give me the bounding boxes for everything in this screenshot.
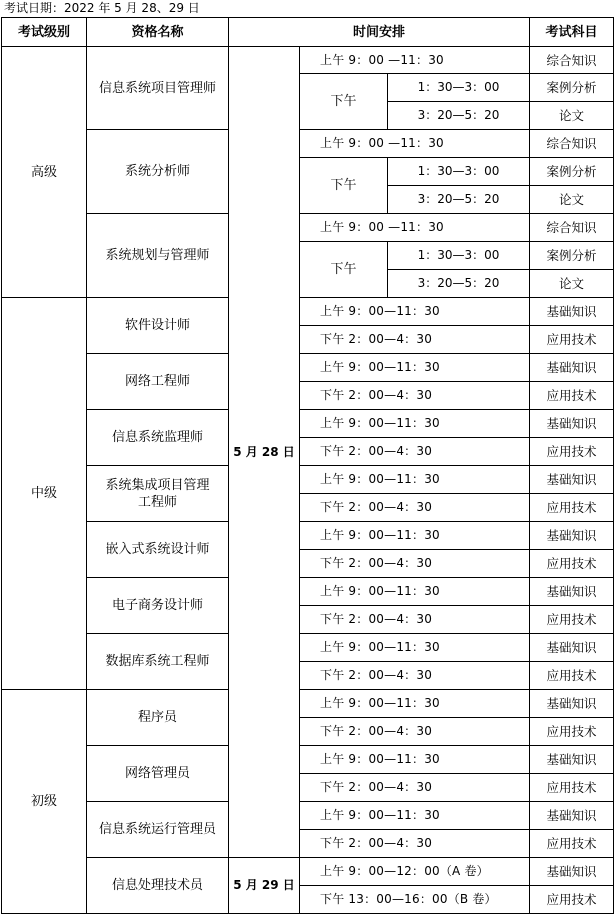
exam-subject: 应用技术 <box>530 438 614 466</box>
table-row <box>2 354 614 382</box>
exam-time: 上午 9：00—12：00（A 卷） <box>300 858 530 886</box>
header-level: 考试级别 <box>2 18 87 47</box>
table-row <box>2 298 614 326</box>
table-row <box>2 522 614 550</box>
exam-subject: 应用技术 <box>530 662 614 690</box>
exam-subject: 基础知识 <box>530 746 614 774</box>
exam-subject: 综合知识 <box>530 214 614 242</box>
table-row <box>2 746 614 774</box>
exam-time: 1：30—3：00 <box>388 158 530 186</box>
table-row <box>2 130 614 158</box>
exam-time: 上午 9：00—11：30 <box>300 578 530 606</box>
exam-name: 信息处理技术员 <box>87 858 229 914</box>
exam-subject: 应用技术 <box>530 830 614 858</box>
exam-time: 下午 2：00—4：30 <box>300 606 530 634</box>
exam-name: 系统规划与管理师 <box>87 214 229 298</box>
exam-date-caption: 考试日期：2022 年 5 月 28、29 日 <box>4 1 200 15</box>
table-row <box>2 634 614 662</box>
table-row <box>2 802 614 830</box>
exam-name: 软件设计师 <box>87 298 229 354</box>
exam-time: 下午 2：00—4：30 <box>300 382 530 410</box>
exam-schedule-table <box>1 17 614 914</box>
exam-name-line2: 工程师 <box>137 494 177 510</box>
exam-name <box>87 466 229 522</box>
exam-time: 1：30—3：00 <box>388 74 530 102</box>
exam-time: 上午 9：00—11：30 <box>300 410 530 438</box>
exam-time: 下午 2：00—4：30 <box>300 494 530 522</box>
exam-subject: 案例分析 <box>530 74 614 102</box>
exam-subject: 应用技术 <box>530 326 614 354</box>
exam-subject: 基础知识 <box>530 354 614 382</box>
exam-time: 上午 9：00—11：30 <box>300 466 530 494</box>
exam-subject: 综合知识 <box>530 47 614 74</box>
exam-name: 电子商务设计师 <box>87 578 229 634</box>
exam-name: 数据库系统工程师 <box>87 634 229 690</box>
exam-time: 1：30—3：00 <box>388 242 530 270</box>
exam-time: 3：20—5：20 <box>388 102 530 130</box>
exam-name: 信息系统运行管理员 <box>87 802 229 858</box>
header-time: 时间安排 <box>229 18 530 47</box>
exam-subject: 基础知识 <box>530 634 614 662</box>
exam-name: 系统分析师 <box>87 130 229 214</box>
exam-time: 上午 9：00 —11：30 <box>300 130 530 158</box>
table-row <box>2 858 614 886</box>
exam-time: 上午 9：00—11：30 <box>300 690 530 718</box>
exam-subject: 基础知识 <box>530 522 614 550</box>
exam-subject: 应用技术 <box>530 550 614 578</box>
exam-time: 下午 2：00—4：30 <box>300 774 530 802</box>
exam-subject: 案例分析 <box>530 158 614 186</box>
exam-subject: 应用技术 <box>530 606 614 634</box>
exam-subject: 应用技术 <box>530 886 614 914</box>
exam-time: 3：20—5：20 <box>388 186 530 214</box>
exam-subject: 基础知识 <box>530 466 614 494</box>
exam-subject: 论文 <box>530 186 614 214</box>
exam-name: 信息系统项目管理师 <box>87 47 229 130</box>
exam-subject: 基础知识 <box>530 410 614 438</box>
table-row <box>2 214 614 242</box>
table-row <box>2 690 614 718</box>
exam-time: 下午 13：00—16：00（B 卷） <box>300 886 530 914</box>
level-mid: 中级 <box>2 298 87 690</box>
exam-subject: 应用技术 <box>530 718 614 746</box>
pm-label: 下午 <box>300 242 388 298</box>
pm-label: 下午 <box>300 74 388 130</box>
table-row <box>2 47 614 74</box>
exam-time: 下午 2：00—4：30 <box>300 438 530 466</box>
exam-subject: 应用技术 <box>530 494 614 522</box>
exam-subject: 基础知识 <box>530 298 614 326</box>
header-row <box>2 18 614 47</box>
exam-time: 下午 2：00—4：30 <box>300 718 530 746</box>
exam-subject: 应用技术 <box>530 382 614 410</box>
exam-time: 上午 9：00 —11：30 <box>300 214 530 242</box>
exam-time: 下午 2：00—4：30 <box>300 662 530 690</box>
header-subject: 考试科目 <box>530 18 614 47</box>
table-row <box>2 578 614 606</box>
exam-subject: 应用技术 <box>530 774 614 802</box>
date-may-28: 5 月 28 日 <box>229 47 300 858</box>
pm-label: 下午 <box>300 158 388 214</box>
table-row <box>2 466 614 494</box>
exam-name: 网络管理员 <box>87 746 229 802</box>
exam-name: 信息系统监理师 <box>87 410 229 466</box>
exam-subject: 案例分析 <box>530 242 614 270</box>
header-name: 资格名称 <box>87 18 229 47</box>
exam-time: 上午 9：00—11：30 <box>300 522 530 550</box>
exam-time: 上午 9：00—11：30 <box>300 298 530 326</box>
level-junior: 初级 <box>2 690 87 914</box>
exam-name: 嵌入式系统设计师 <box>87 522 229 578</box>
exam-subject: 综合知识 <box>530 130 614 158</box>
exam-time: 下午 2：00—4：30 <box>300 326 530 354</box>
exam-subject: 论文 <box>530 102 614 130</box>
exam-subject: 基础知识 <box>530 858 614 886</box>
exam-subject: 论文 <box>530 270 614 298</box>
exam-time: 上午 9：00—11：30 <box>300 634 530 662</box>
exam-time: 3：20—5：20 <box>388 270 530 298</box>
exam-time: 上午 9：00 —11：30 <box>300 47 530 74</box>
exam-subject: 基础知识 <box>530 802 614 830</box>
exam-time: 上午 9：00—11：30 <box>300 746 530 774</box>
exam-subject: 基础知识 <box>530 578 614 606</box>
exam-name: 网络工程师 <box>87 354 229 410</box>
exam-time: 下午 2：00—4：30 <box>300 830 530 858</box>
exam-time: 下午 2：00—4：30 <box>300 550 530 578</box>
exam-time: 上午 9：00—11：30 <box>300 354 530 382</box>
exam-subject: 基础知识 <box>530 690 614 718</box>
date-may-29: 5 月 29 日 <box>229 858 300 914</box>
exam-time: 上午 9：00—11：30 <box>300 802 530 830</box>
table-row <box>2 410 614 438</box>
exam-name-line1: 系统集成项目管理 <box>105 477 210 493</box>
level-senior: 高级 <box>2 47 87 298</box>
exam-name: 程序员 <box>87 690 229 746</box>
